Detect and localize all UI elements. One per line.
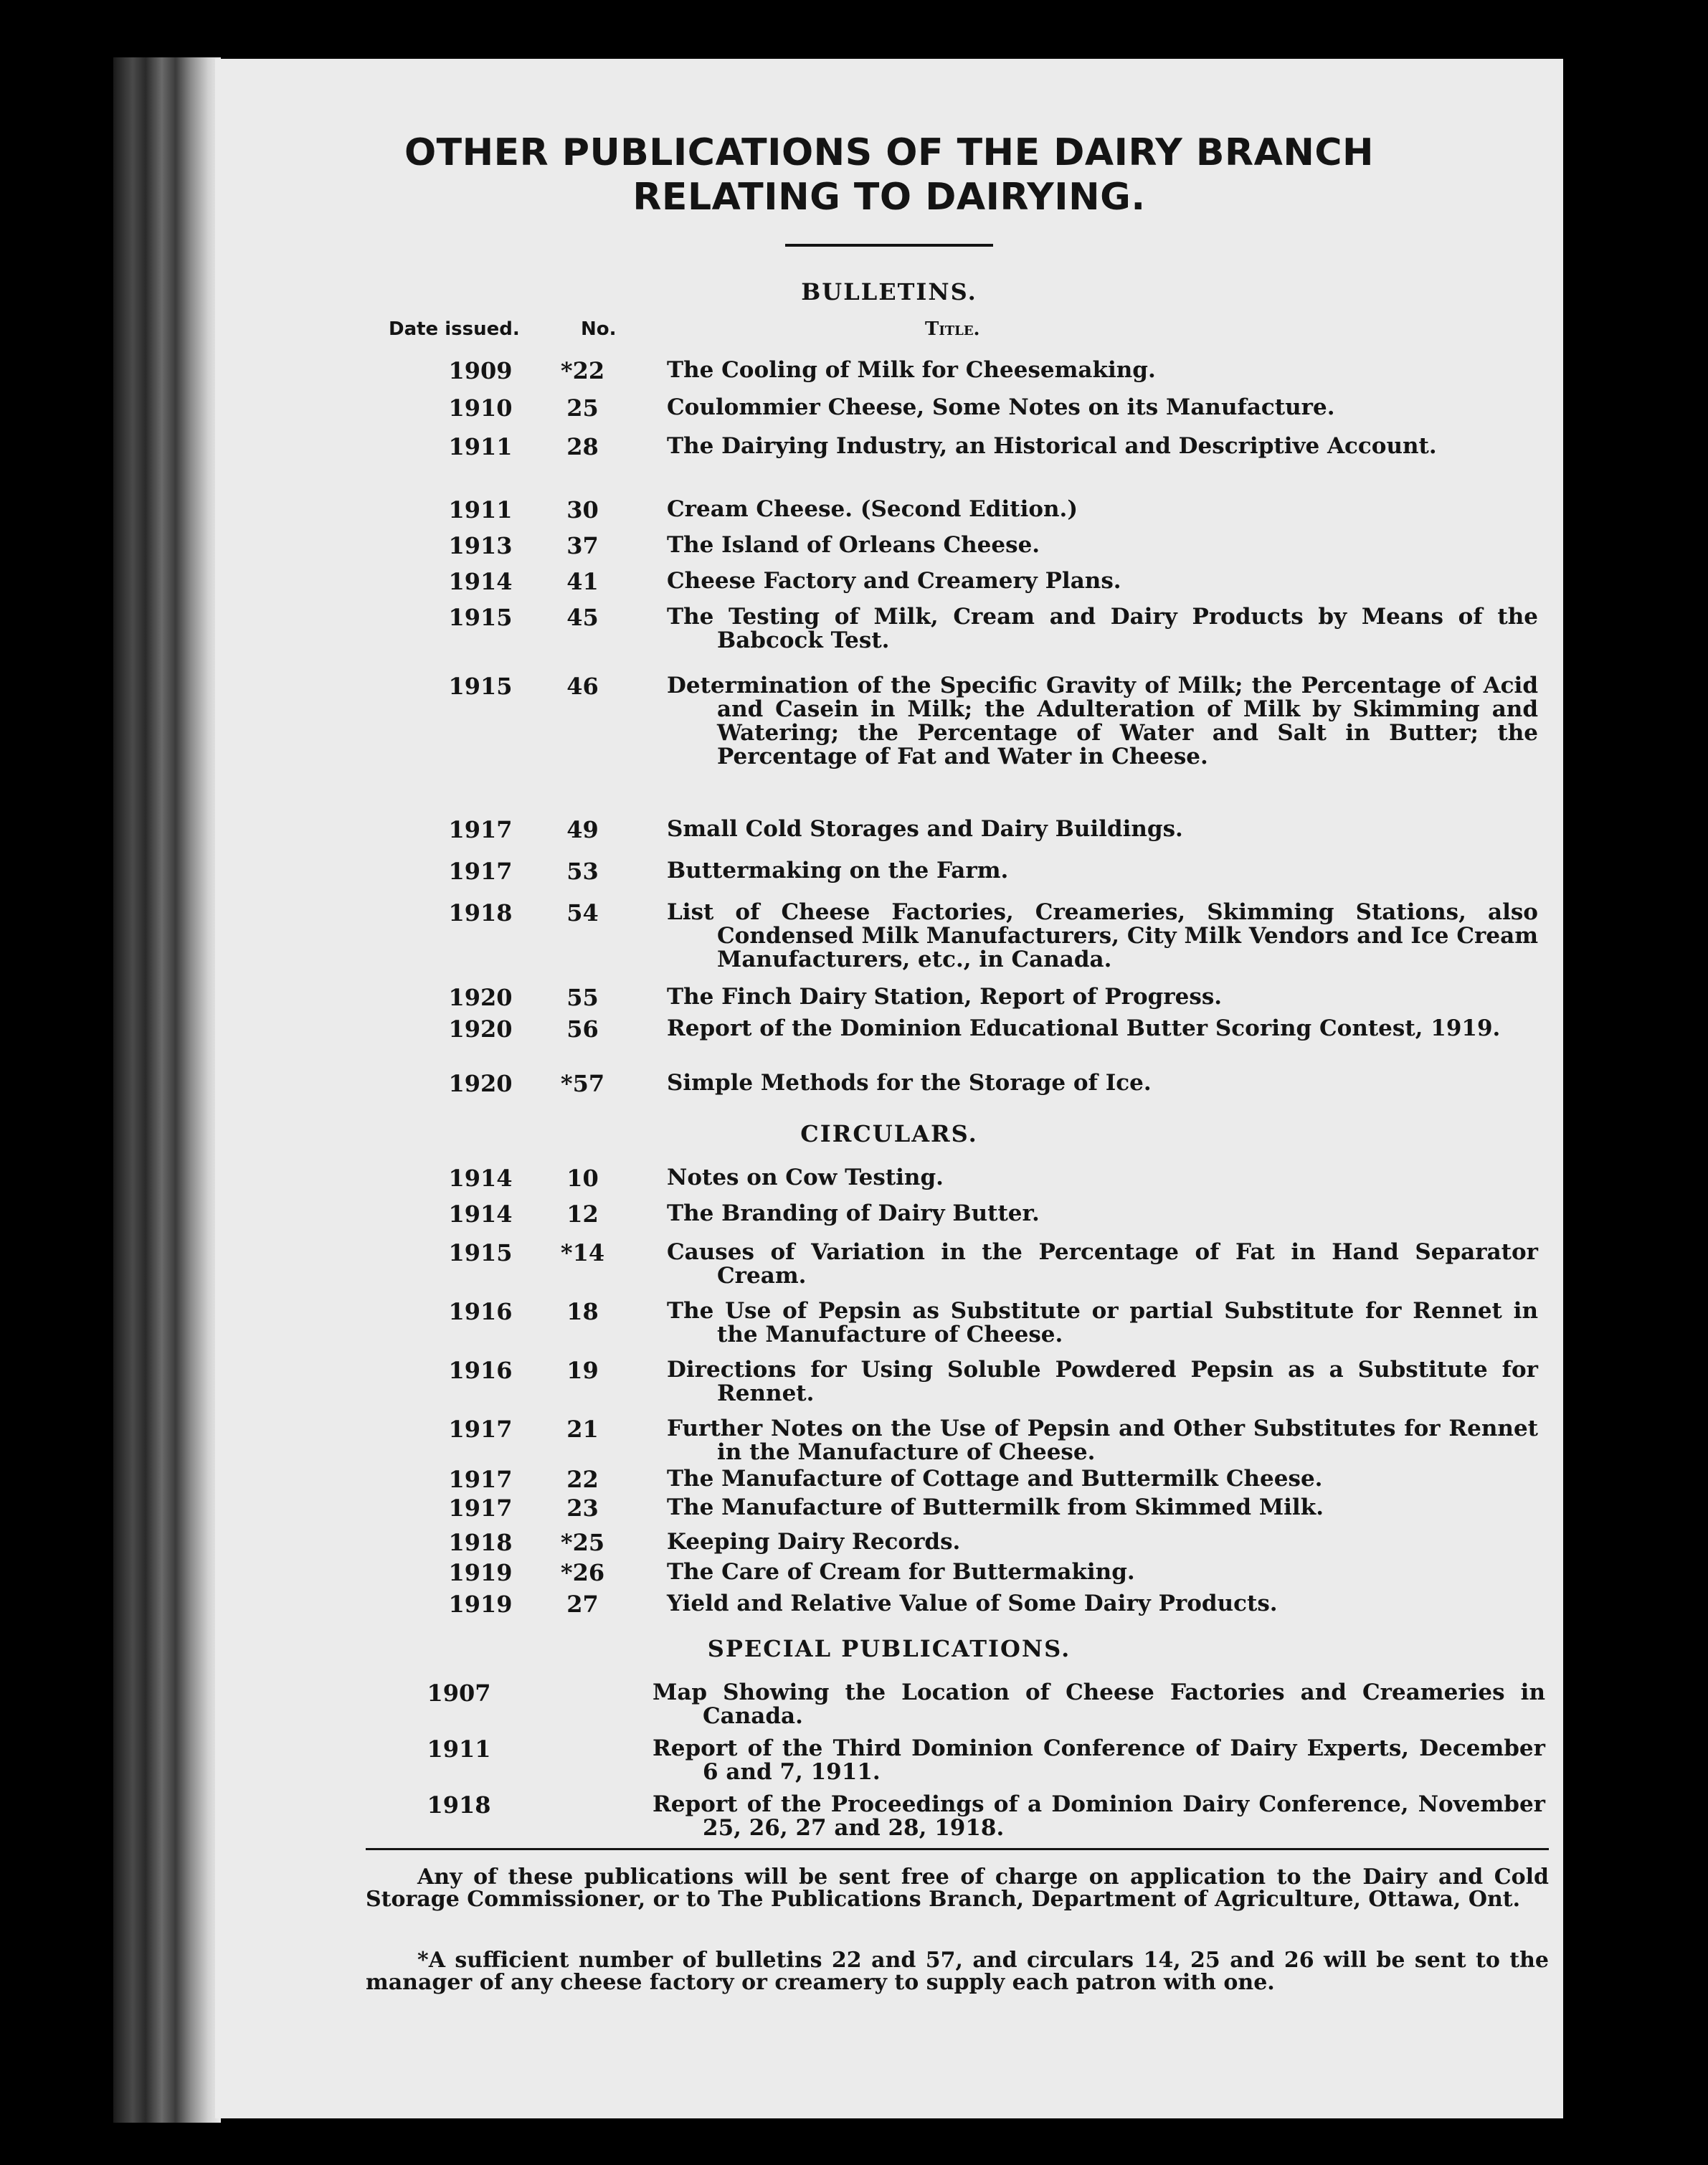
item-number: 46	[566, 673, 599, 700]
item-year: 1919	[448, 1559, 513, 1586]
item-title: Causes of Variation in the Percentage of Fat in Hand Separator Cream.	[667, 1239, 1538, 1289]
item-year: 1917	[448, 858, 513, 885]
item-number: *14	[560, 1239, 605, 1266]
item-title: Further Notes on the Use of Pepsin and Other Substitutes for Rennet in the Manufacture of Cheese.	[667, 1416, 1538, 1465]
item-number: 53	[566, 858, 599, 885]
book-spine-shadow	[113, 57, 221, 2123]
bulletins-heading: BULLETINS.	[801, 278, 977, 305]
circulars-heading: CIRCULARS.	[800, 1120, 978, 1147]
item-title: Simple Methods for the Storage of Ice.	[667, 1070, 1152, 1096]
item-number: 37	[566, 532, 599, 559]
item-title: The Island of Orleans Cheese.	[667, 532, 1040, 558]
item-title: The Branding of Dairy Butter.	[667, 1200, 1040, 1226]
item-year: 1917	[448, 1416, 513, 1443]
page-title-line-2: RELATING TO DAIRYING.	[632, 176, 1146, 219]
item-number: 30	[566, 496, 599, 524]
item-year: 1920	[448, 984, 513, 1011]
item-title: Keeping Dairy Records.	[667, 1529, 961, 1555]
item-title: Buttermaking on the Farm.	[667, 858, 1009, 883]
item-number: 54	[566, 899, 599, 927]
item-title: Report of the Dominion Educational Butter Scoring Contest, 1919.	[667, 1015, 1501, 1041]
title-underline	[785, 244, 993, 247]
item-year: 1909	[448, 357, 513, 384]
item-year: 1915	[448, 604, 513, 631]
item-year: 1917	[448, 1494, 513, 1522]
item-number: 19	[566, 1357, 599, 1384]
item-title: Map Showing the Location of Cheese Factories and Creameries in Canada.	[653, 1680, 1545, 1729]
item-year: 1910	[448, 394, 513, 422]
item-year: 1916	[448, 1298, 513, 1325]
item-title: The Finch Dairy Station, Report of Progress.	[667, 984, 1223, 1010]
item-title: Coulommier Cheese, Some Notes on its Manufacture.	[667, 394, 1335, 420]
item-year: 1917	[448, 816, 513, 843]
item-number: 21	[566, 1416, 599, 1443]
item-title: The Use of Pepsin as Substitute or partial Substitute for Rennet in the Manufacture of Cheese.	[667, 1298, 1538, 1347]
item-title: Directions for Using Soluble Powdered Pepsin as a Substitute for Rennet.	[667, 1357, 1538, 1406]
item-number: 27	[566, 1591, 599, 1618]
item-number: *22	[560, 357, 605, 384]
item-year: 1915	[448, 1239, 513, 1266]
column-header-date: Date issued.	[389, 318, 520, 340]
item-year: 1914	[448, 1165, 513, 1192]
item-year: 1911	[448, 433, 513, 460]
item-year: 1916	[448, 1357, 513, 1384]
item-year: 1907	[427, 1680, 491, 1707]
item-title: The Cooling of Milk for Cheesemaking.	[667, 357, 1156, 383]
item-year: 1917	[448, 1466, 513, 1493]
item-number: 28	[566, 433, 599, 460]
item-year: 1918	[448, 899, 513, 927]
item-number: *57	[560, 1070, 605, 1097]
item-year: 1918	[427, 1791, 491, 1819]
item-number: 12	[566, 1200, 599, 1228]
item-title: The Care of Cream for Buttermaking.	[667, 1559, 1135, 1585]
footer-note-availability: Any of these publications will be sent free of charge on application to the Dairy and Cold Storage Commissioner, or to The Publications Branch, Department of Agriculture, Ottawa, Ont.	[366, 1865, 1549, 1912]
column-header-title: Title.	[925, 318, 980, 340]
item-title: The Manufacture of Cottage and Buttermilk Cheese.	[667, 1466, 1323, 1492]
item-title: Determination of the Specific Gravity of Milk; the Percentage of Acid and Casein in Milk; the Adulteration of Milk by Skimming and Watering; the Percentage of Water and Salt in Butter; the Percentage of Fat and Water in Cheese.	[667, 673, 1538, 769]
footer-note-sufficient-number: *A sufficient number of bulletins 22 and 57, and circulars 14, 25 and 26 will be sent to the manager of any cheese factory or creamery to supply each patron with one.	[366, 1948, 1549, 1995]
item-title: Report of the Third Dominion Conference of Dairy Experts, December 6 and 7, 1911.	[653, 1735, 1545, 1785]
item-year: 1913	[448, 532, 513, 559]
item-number: 49	[566, 816, 599, 843]
item-year: 1920	[448, 1070, 513, 1097]
item-year: 1918	[448, 1529, 513, 1556]
item-title: Small Cold Storages and Dairy Buildings.	[667, 816, 1183, 842]
item-year: 1914	[448, 568, 513, 595]
item-title: Report of the Proceedings of a Dominion Dairy Conference, November 25, 26, 27 and 28, 1918.	[653, 1791, 1545, 1841]
item-title: The Testing of Milk, Cream and Dairy Products by Means of the Babcock Test.	[667, 604, 1538, 653]
item-number: 18	[566, 1298, 599, 1325]
item-number: *25	[560, 1529, 605, 1556]
page-title-line-1: OTHER PUBLICATIONS OF THE DAIRY BRANCH	[404, 131, 1375, 174]
item-number: 22	[566, 1466, 599, 1493]
footer-divider	[366, 1848, 1549, 1850]
item-year: 1920	[448, 1015, 513, 1043]
item-year: 1911	[448, 496, 513, 524]
item-number: *26	[560, 1559, 605, 1586]
item-year: 1911	[427, 1735, 491, 1763]
item-number: 45	[566, 604, 599, 631]
document-page	[215, 59, 1563, 2118]
special-publications-heading: SPECIAL PUBLICATIONS.	[707, 1635, 1071, 1662]
item-title: Yield and Relative Value of Some Dairy Products.	[667, 1591, 1278, 1616]
item-year: 1919	[448, 1591, 513, 1618]
item-number: 23	[566, 1494, 599, 1522]
item-year: 1914	[448, 1200, 513, 1228]
item-number: 25	[566, 394, 599, 422]
item-title: The Manufacture of Buttermilk from Skimmed Milk.	[667, 1494, 1324, 1520]
column-header-number: No.	[581, 318, 617, 340]
item-title: The Dairying Industry, an Historical and Descriptive Account.	[667, 433, 1437, 459]
item-title: Cream Cheese. (Second Edition.)	[667, 496, 1078, 522]
item-year: 1915	[448, 673, 513, 700]
item-number: 56	[566, 1015, 599, 1043]
item-title: Notes on Cow Testing.	[667, 1165, 944, 1190]
item-title: Cheese Factory and Creamery Plans.	[667, 568, 1121, 594]
item-number: 55	[566, 984, 599, 1011]
item-number: 10	[566, 1165, 599, 1192]
item-title: List of Cheese Factories, Creameries, Skimming Stations, also Condensed Milk Manufacturers, City Milk Vendors and Ice Cream Manufacturers, etc., in Canada.	[667, 899, 1538, 972]
item-number: 41	[566, 568, 599, 595]
